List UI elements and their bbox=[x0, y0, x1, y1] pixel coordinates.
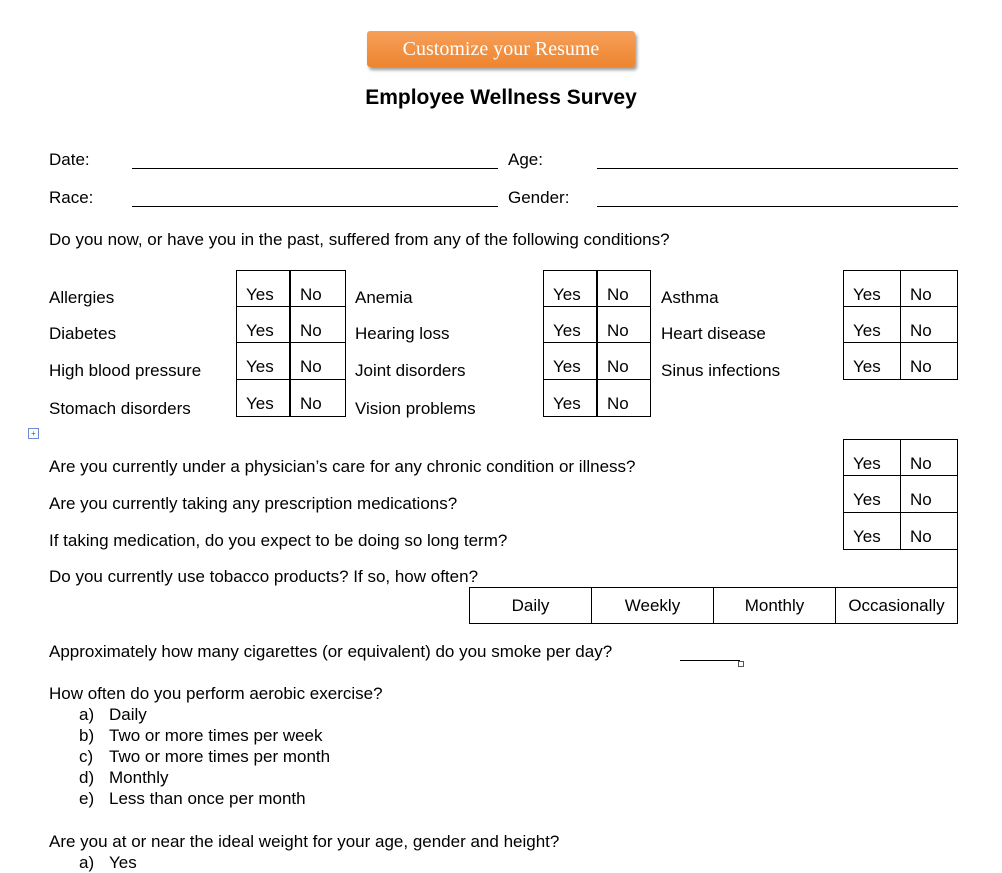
weight-question: Are you at or near the ideal weight for your age, gender and height? bbox=[49, 832, 560, 851]
age-label: Age: bbox=[508, 150, 543, 169]
race-label: Race: bbox=[49, 188, 94, 207]
yes-option[interactable]: Yes bbox=[543, 306, 597, 343]
no-option[interactable]: No bbox=[900, 306, 958, 343]
conditions-question: Do you now, or have you in the past, suffered from any of the following conditions? bbox=[49, 230, 670, 249]
customize-resume-button[interactable]: Customize your Resume bbox=[367, 31, 635, 67]
frequency-option[interactable]: Monthly bbox=[714, 588, 836, 624]
yes-option[interactable]: Yes bbox=[843, 439, 901, 476]
gender-field[interactable] bbox=[597, 206, 958, 207]
tobacco-question: Do you currently use tobacco products? If so, how often? bbox=[49, 567, 479, 586]
frequency-option[interactable]: Weekly bbox=[592, 588, 714, 624]
condition-label: Vision problems bbox=[355, 399, 476, 418]
tobacco-frequency-table bbox=[469, 587, 958, 624]
condition-label: High blood pressure bbox=[49, 361, 202, 380]
list-item[interactable]: Less than once per month bbox=[109, 789, 306, 808]
cigarettes-answer-field[interactable] bbox=[680, 660, 740, 661]
yes-option[interactable]: Yes bbox=[843, 306, 901, 343]
yes-option[interactable]: Yes bbox=[843, 342, 901, 380]
no-option[interactable]: No bbox=[597, 306, 651, 343]
list-marker: d) bbox=[79, 768, 95, 787]
no-option[interactable]: No bbox=[900, 512, 958, 550]
no-option[interactable]: No bbox=[290, 270, 346, 307]
yes-option[interactable]: Yes bbox=[843, 512, 901, 550]
yes-option[interactable]: Yes bbox=[843, 270, 901, 307]
condition-label: Joint disorders bbox=[355, 361, 466, 380]
resize-handle-icon[interactable] bbox=[738, 661, 744, 667]
no-option[interactable]: No bbox=[900, 270, 958, 307]
race-field[interactable] bbox=[132, 206, 498, 207]
question-label: Are you currently under a physician’s care for any chronic condition or illness? bbox=[49, 457, 636, 476]
page-title: Employee Wellness Survey bbox=[365, 86, 637, 109]
no-option[interactable]: No bbox=[290, 306, 346, 343]
no-option[interactable]: No bbox=[597, 270, 651, 307]
no-option[interactable]: No bbox=[900, 475, 958, 513]
no-option[interactable]: No bbox=[290, 379, 346, 417]
condition-label: Heart disease bbox=[661, 324, 766, 343]
cigarettes-question: Approximately how many cigarettes (or equivalent) do you smoke per day? bbox=[49, 642, 613, 661]
no-option[interactable]: No bbox=[597, 379, 651, 417]
question-label: Are you currently taking any prescription medications? bbox=[49, 494, 458, 513]
yes-option[interactable]: Yes bbox=[236, 379, 290, 417]
list-item[interactable]: Yes bbox=[109, 853, 137, 872]
table-border bbox=[957, 549, 958, 587]
condition-label: Anemia bbox=[355, 288, 413, 307]
list-marker: a) bbox=[79, 853, 95, 872]
gender-label: Gender: bbox=[508, 188, 570, 207]
list-marker: c) bbox=[79, 747, 94, 766]
table-move-handle-icon[interactable]: + bbox=[28, 428, 39, 439]
list-item[interactable]: Monthly bbox=[109, 768, 169, 787]
condition-label: Stomach disorders bbox=[49, 399, 191, 418]
list-item[interactable]: Daily bbox=[109, 705, 147, 724]
yes-option[interactable]: Yes bbox=[543, 270, 597, 307]
condition-label: Asthma bbox=[661, 288, 719, 307]
yes-option[interactable]: Yes bbox=[236, 270, 290, 307]
no-option[interactable]: No bbox=[290, 342, 346, 380]
frequency-option[interactable]: Daily bbox=[470, 588, 592, 624]
condition-label: Sinus infections bbox=[661, 361, 781, 380]
condition-label: Allergies bbox=[49, 288, 115, 307]
yes-option[interactable]: Yes bbox=[843, 475, 901, 513]
no-option[interactable]: No bbox=[900, 439, 958, 476]
condition-label: Diabetes bbox=[49, 324, 117, 343]
frequency-option[interactable]: Occasionally bbox=[836, 588, 958, 624]
no-option[interactable]: No bbox=[900, 342, 958, 380]
condition-label: Hearing loss bbox=[355, 324, 450, 343]
list-item[interactable]: Two or more times per week bbox=[109, 726, 323, 745]
date-label: Date: bbox=[49, 150, 90, 169]
exercise-question: How often do you perform aerobic exercise? bbox=[49, 684, 383, 703]
date-field[interactable] bbox=[132, 168, 498, 169]
no-option[interactable]: No bbox=[597, 342, 651, 380]
yes-option[interactable]: Yes bbox=[543, 379, 597, 417]
yes-option[interactable]: Yes bbox=[543, 342, 597, 380]
question-label: If taking medication, do you expect to be doing so long term? bbox=[49, 531, 508, 550]
yes-option[interactable]: Yes bbox=[236, 342, 290, 380]
age-field[interactable] bbox=[597, 168, 958, 169]
yes-option[interactable]: Yes bbox=[236, 306, 290, 343]
list-marker: b) bbox=[79, 726, 95, 745]
list-marker: e) bbox=[79, 789, 95, 808]
list-item[interactable]: Two or more times per month bbox=[109, 747, 331, 766]
list-marker: a) bbox=[79, 705, 95, 724]
